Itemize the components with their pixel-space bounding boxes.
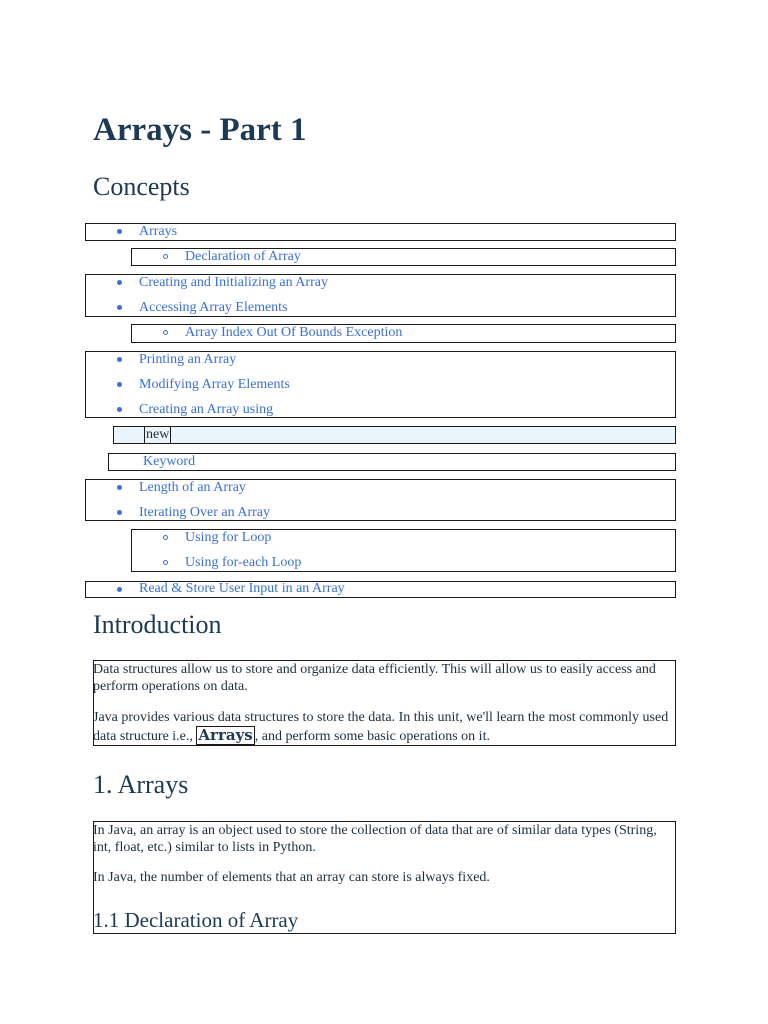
toc-link-keyword[interactable]: Keyword [143, 454, 196, 469]
circle-bullet-icon [163, 254, 168, 259]
code-word-arrays: Arrays [198, 726, 253, 744]
toc-link-iterating[interactable]: Iterating Over an Array [139, 505, 270, 520]
page-title: Arrays - Part 1 [93, 112, 307, 148]
arrays-paragraph-1: In Java, an array is an object used to store the collection of data that are of similar data types (String, int, float, etc.) similar to lists in Python. [93, 823, 657, 855]
introduction-heading: Introduction [93, 610, 222, 639]
toc-link-for-each-loop[interactable]: Using for-each Loop [185, 555, 302, 570]
circle-bullet-icon [163, 330, 168, 335]
bullet-icon [117, 587, 122, 592]
toc-link-creating-using-new[interactable]: Creating an Array using [139, 402, 274, 417]
circle-bullet-icon [163, 535, 168, 540]
code-keyword-new: new [146, 427, 170, 442]
toc-link-arrays[interactable]: Arrays [139, 224, 178, 239]
bullet-icon [117, 229, 122, 234]
concepts-heading: Concepts [93, 172, 190, 201]
toc-link-user-input[interactable]: Read & Store User Input in an Array [139, 581, 345, 596]
toc-group-6 [113, 426, 676, 444]
bullet-icon [117, 407, 122, 412]
bullet-icon [117, 280, 122, 285]
toc-link-index-out-of-bounds[interactable]: Array Index Out Of Bounds Exception [185, 325, 403, 340]
toc-link-length[interactable]: Length of an Array [139, 480, 246, 495]
toc-link-accessing-elements[interactable]: Accessing Array Elements [139, 300, 288, 315]
bullet-icon [117, 382, 122, 387]
bullet-icon [117, 485, 122, 490]
arrays-heading: 1. Arrays [93, 770, 189, 799]
toc-link-modifying-elements[interactable]: Modifying Array Elements [139, 377, 290, 392]
toc-link-printing-array[interactable]: Printing an Array [139, 352, 237, 367]
toc-link-for-loop[interactable]: Using for Loop [185, 530, 272, 545]
introduction-paragraph-1: Data structures allow us to store and organize data efficiently. This will allow us to easily access and perform operations on data. [93, 662, 656, 694]
toc-link-declaration-of-array[interactable]: Declaration of Array [185, 249, 301, 264]
arrays-paragraph-2: In Java, the number of elements that an array can store is always fixed. [93, 870, 490, 885]
toc-link-creating-initializing[interactable]: Creating and Initializing an Array [139, 275, 328, 290]
introduction-paragraph-2: Java provides various data structures to store the data. In this unit, we'll learn the most commonly used data structure i.e., Arrays , and perform some basic operations on it. [93, 710, 669, 744]
bullet-icon [117, 510, 122, 515]
bullet-icon [117, 305, 122, 310]
declaration-subheading: 1.1 Declaration of Array [93, 908, 299, 932]
circle-bullet-icon [163, 560, 168, 565]
bullet-icon [117, 357, 122, 362]
